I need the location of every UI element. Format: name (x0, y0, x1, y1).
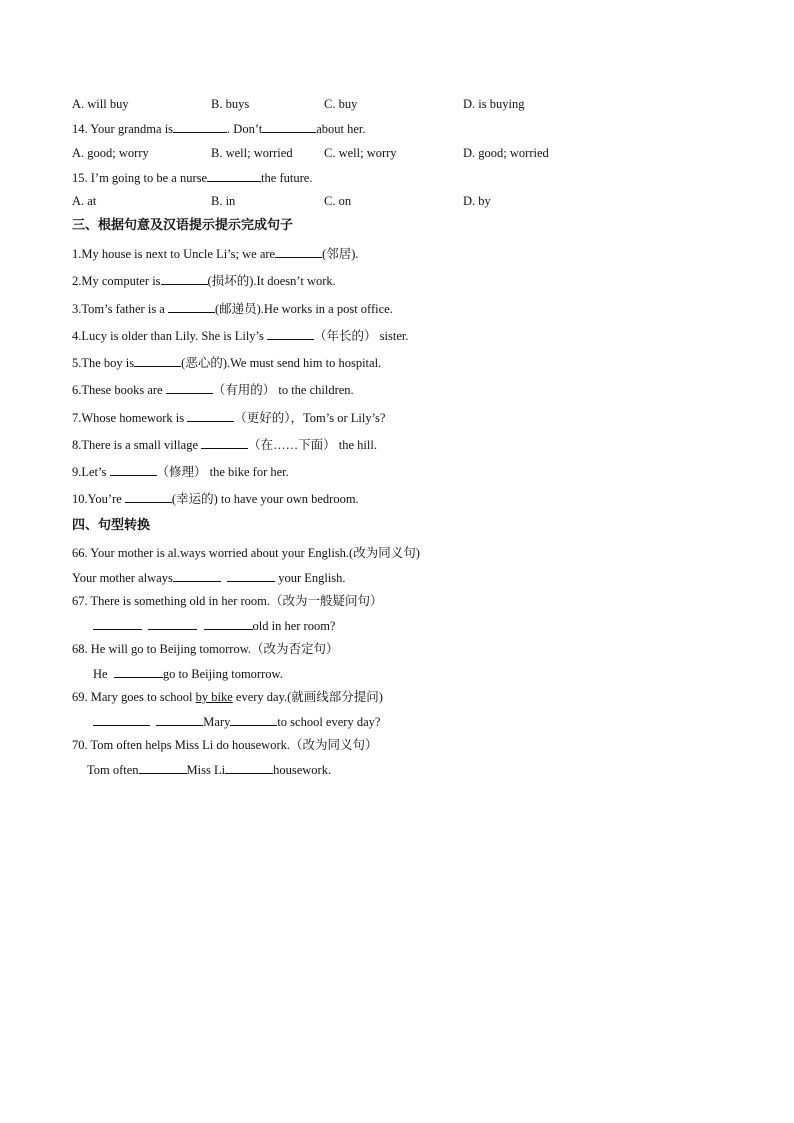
answer-text: housework. (273, 763, 332, 777)
answer-text: Your mother always (72, 571, 173, 585)
question-68: 68. He will go to Beijing tomorrow.（改为否定句） (72, 642, 339, 656)
question-70: 70. Tom often helps Miss Li do housework.（改为同义句） (72, 738, 378, 752)
s3-item-text: 9.Let’s (72, 465, 110, 479)
s3-item-8 (72, 436, 377, 453)
s3-item-2 (72, 272, 336, 289)
answer-text: Tom often (87, 763, 139, 777)
answer-blank[interactable] (187, 409, 234, 422)
answer-blank[interactable] (139, 761, 187, 774)
option-13-b: B. buys (211, 97, 250, 111)
question-69 (72, 689, 383, 705)
s3-item-text: 3.Tom’s father is a (72, 302, 168, 316)
s3-item-7 (72, 409, 385, 426)
option-14-b: B. well; worried (211, 146, 293, 160)
s3-item-hint: （修理） the bike for her. (156, 465, 289, 479)
underlined-phrase: by bike (195, 690, 233, 704)
answer-blank[interactable] (168, 300, 215, 313)
question-66: 66. Your mother is al.ways worried about your English.(改为同义句) (72, 546, 420, 560)
s3-item-4 (72, 327, 408, 344)
option-14-c: C. well; worry (324, 146, 397, 160)
answer-blank[interactable] (275, 245, 322, 258)
s3-item-5 (72, 354, 381, 371)
question-14-text-1: 14. Your grandma is (72, 122, 174, 136)
s3-item-hint: （年长的） sister. (314, 329, 409, 343)
question-15 (72, 169, 312, 186)
s3-item-6 (72, 381, 354, 398)
s3-item-hint: (邻居). (322, 247, 359, 261)
answer-67 (93, 617, 335, 634)
s3-item-hint: （在……下面） the hill. (248, 438, 377, 452)
option-13-d: D. is buying (463, 97, 525, 111)
s3-item-hint: (邮递员).He works in a post office. (214, 302, 393, 316)
answer-text: Miss Li (186, 763, 226, 777)
answer-blank[interactable] (156, 713, 203, 726)
answer-blank[interactable] (230, 713, 277, 726)
s3-item-text: 2.My computer is (72, 274, 161, 288)
answer-blank[interactable] (225, 761, 273, 774)
s3-item-text: 4.Lucy is older than Lily. She is Lily’s (72, 329, 268, 343)
s3-item-hint: （有用的） to the children. (212, 383, 354, 397)
question-67: 67. There is something old in her room.（改为一般疑问句） (72, 594, 383, 608)
section-3-title: 三、根据句意及汉语提示提示完成句子 (72, 218, 294, 233)
question-text: every day.(就画线部分提问) (232, 690, 383, 704)
answer-blank[interactable] (93, 617, 142, 630)
option-15-c: C. on (324, 194, 352, 208)
s3-item-10 (72, 490, 359, 507)
question-15-text-2: the future. (261, 171, 313, 185)
option-13-a: A. will buy (72, 97, 129, 111)
answer-blank[interactable] (207, 169, 261, 182)
s3-item-3 (72, 300, 393, 317)
s3-item-text: 6.These books are (72, 383, 166, 397)
s3-item-hint: (损坏的).It doesn’t work. (207, 274, 336, 288)
answer-68 (93, 665, 283, 682)
answer-blank[interactable] (125, 490, 172, 503)
s3-item-text: 5.The boy is (72, 356, 135, 370)
option-14-d: D. good; worried (463, 146, 549, 160)
question-text: 69. Mary goes to school (72, 690, 196, 704)
option-15-d: D. by (463, 194, 491, 208)
answer-blank[interactable] (134, 354, 181, 367)
s3-item-hint: (幸运的) to have your own bedroom. (171, 492, 359, 506)
question-14 (72, 120, 366, 137)
s3-item-hint: （更好的），Tom’s or Lily’s? (234, 411, 386, 425)
answer-text: to school every day? (277, 715, 381, 729)
section-4-title: 四、句型转换 (72, 518, 151, 533)
answer-66 (72, 569, 346, 586)
s3-item-text: 10.You’re (72, 492, 125, 506)
answer-blank[interactable] (227, 569, 275, 582)
answer-blank[interactable] (173, 120, 227, 133)
answer-blank[interactable] (110, 463, 157, 476)
option-15-a: A. at (72, 194, 97, 208)
answer-text: He (93, 667, 111, 681)
answer-text: old in her room? (252, 619, 336, 633)
answer-text: your English. (275, 571, 346, 585)
answer-blank[interactable] (267, 327, 314, 340)
answer-70 (87, 761, 331, 778)
question-15-text-1: 15. I’m going to be a nurse (72, 171, 208, 185)
answer-blank[interactable] (161, 272, 208, 285)
s3-item-1 (72, 245, 359, 262)
option-13-c: C. buy (324, 97, 358, 111)
answer-69 (93, 713, 380, 730)
s3-item-text: 7.Whose homework is (72, 411, 188, 425)
question-14-text-3: about her. (316, 122, 366, 136)
question-14-text-2: . Don’t (227, 122, 263, 136)
option-14-a: A. good; worry (72, 146, 149, 160)
answer-blank[interactable] (173, 569, 221, 582)
answer-blank[interactable] (201, 436, 248, 449)
s3-item-hint: (恶心的).We must send him to hospital. (181, 356, 382, 370)
answer-text: go to Beijing tomorrow. (162, 667, 283, 681)
answer-blank[interactable] (166, 381, 213, 394)
answer-blank[interactable] (148, 617, 197, 630)
s3-item-text: 8.There is a small village (72, 438, 202, 452)
s3-item-9 (72, 463, 289, 480)
answer-blank[interactable] (204, 617, 253, 630)
s3-item-text: 1.My house is next to Uncle Li’s; we are (72, 247, 276, 261)
option-15-b: B. in (211, 194, 236, 208)
answer-text: Mary (203, 715, 231, 729)
answer-blank[interactable] (93, 713, 150, 726)
answer-blank[interactable] (114, 665, 163, 678)
answer-blank[interactable] (262, 120, 316, 133)
